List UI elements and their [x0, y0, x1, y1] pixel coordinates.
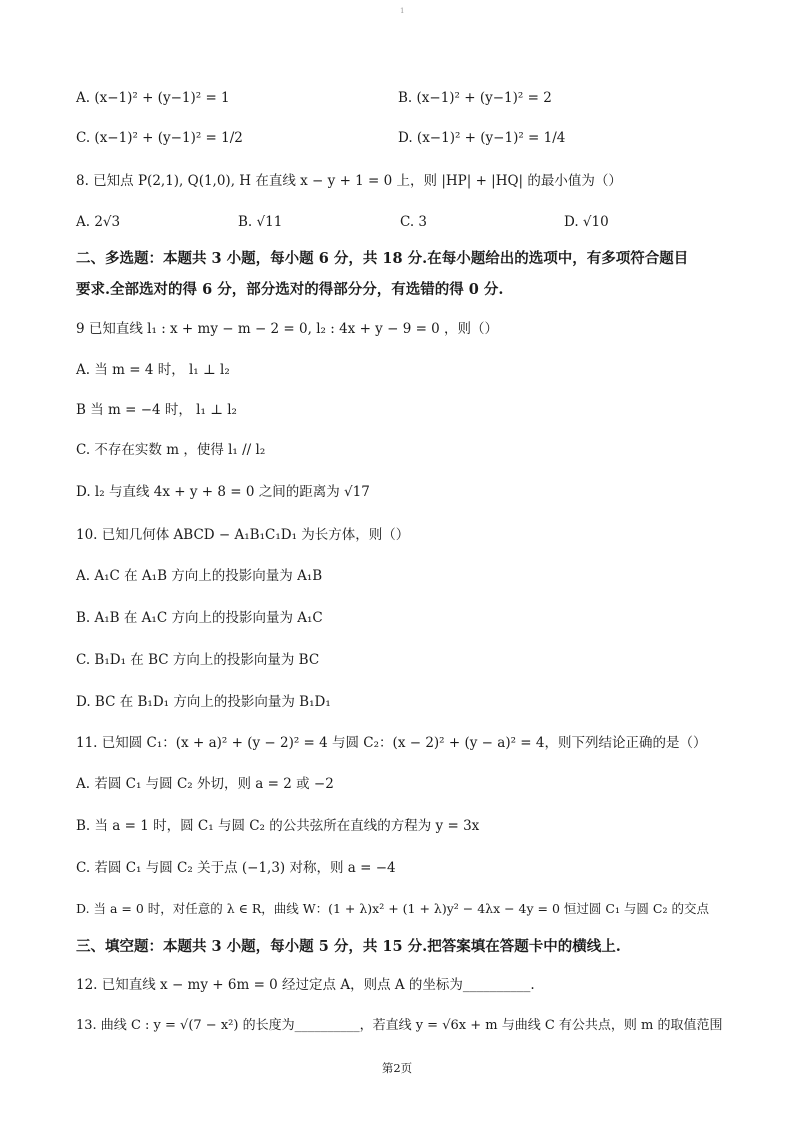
q11-option-b: B. 当 a = 1 时，圆 C₁ 与圆 C₂ 的公共弦所在直线的方程为 y = 3x	[76, 818, 480, 834]
q10-stem: 10. 已知几何体 ABCD − A₁B₁C₁D₁ 为长方体，则（）	[76, 527, 410, 543]
q7-option-a: A. (x−1)² + (y−1)² = 1	[76, 90, 230, 106]
q7-option-b: B. (x−1)² + (y−1)² = 2	[398, 90, 552, 106]
q8-stem: 8. 已知点 P(2,1), Q(1,0), H 在直线 x − y + 1 = 0 上，则 |HP| + |HQ| 的最小值为（）	[76, 173, 622, 189]
q9-stem: 9 已知直线 l₁ : x + my − m − 2 = 0, l₂ : 4x + y − 9 = 0 ，则（）	[76, 321, 499, 337]
q8-option-c: C. 3	[400, 214, 428, 230]
q10-option-b: B. A₁B 在 A₁C 方向上的投影向量为 A₁C	[76, 610, 323, 626]
q11-option-c: C. 若圆 C₁ 与圆 C₂ 关于点 (−1,3) 对称，则 a = −4	[76, 860, 396, 876]
q11-stem: 11. 已知圆 C₁：(x + a)² + (y − 2)² = 4 与圆 C₂：(x − 2)² + (y − a)² = 4，则下列结论正确的是（）	[76, 735, 707, 751]
q7-option-c: C. (x−1)² + (y−1)² = 1/2	[76, 130, 243, 146]
header-mark: 1	[400, 7, 405, 15]
q8-option-d: D. √10	[564, 214, 609, 230]
q7-option-d: D. (x−1)² + (y−1)² = 1/4	[398, 130, 566, 146]
q9-option-c: C. 不存在实数 m ，使得 l₁ // l₂	[76, 442, 266, 458]
q10-option-a: A. A₁C 在 A₁B 方向上的投影向量为 A₁B	[76, 568, 323, 584]
q13-text: 13. 曲线 C : y = √(7 − x²) 的长度为__________，若直线 y = √6x + m 与曲线 C 有公共点，则 m 的取值范围	[76, 1018, 723, 1033]
q9-option-d: D. l₂ 与直线 4x + y + 8 = 0 之间的距离为 √17	[76, 484, 370, 500]
q8-option-b: B. √11	[238, 214, 283, 230]
q11-option-a: A. 若圆 C₁ 与圆 C₂ 外切，则 a = 2 或 −2	[76, 776, 334, 792]
q10-option-d: D. BC 在 B₁D₁ 方向上的投影向量为 B₁D₁	[76, 694, 331, 710]
q10-option-c: C. B₁D₁ 在 BC 方向上的投影向量为 BC	[76, 652, 320, 668]
q11-option-d: D. 当 a = 0 时，对任意的 λ ∈ R，曲线 W：(1 + λ)x² + (1 + λ)y² − 4λx − 4y = 0 恒过圆 C₁ 与圆 C₂ 的交点	[76, 901, 709, 916]
q9-option-b: B 当 m = −4 时， l₁ ⊥ l₂	[76, 402, 237, 418]
page-number: 第2页	[381, 1061, 413, 1075]
q12-text: 12. 已知直线 x − my + 6m = 0 经过定点 A，则点 A 的坐标为__________.	[76, 977, 535, 993]
section2-heading-line2: 要求.全部选对的得 6 分，部分选对的得部分分，有选错的得 0 分.	[76, 281, 504, 298]
q8-option-a: A. 2√3	[76, 214, 121, 230]
section3-heading: 三、填空题：本题共 3 小题，每小题 5 分，共 15 分.把答案填在答题卡中的横线上.	[76, 938, 621, 955]
q9-option-a: A. 当 m = 4 时， l₁ ⊥ l₂	[76, 362, 230, 378]
section2-heading-line1: 二、多选题：本题共 3 小题，每小题 6 分，共 18 分.在每小题给出的选项中，有多项符合题目	[76, 250, 689, 267]
